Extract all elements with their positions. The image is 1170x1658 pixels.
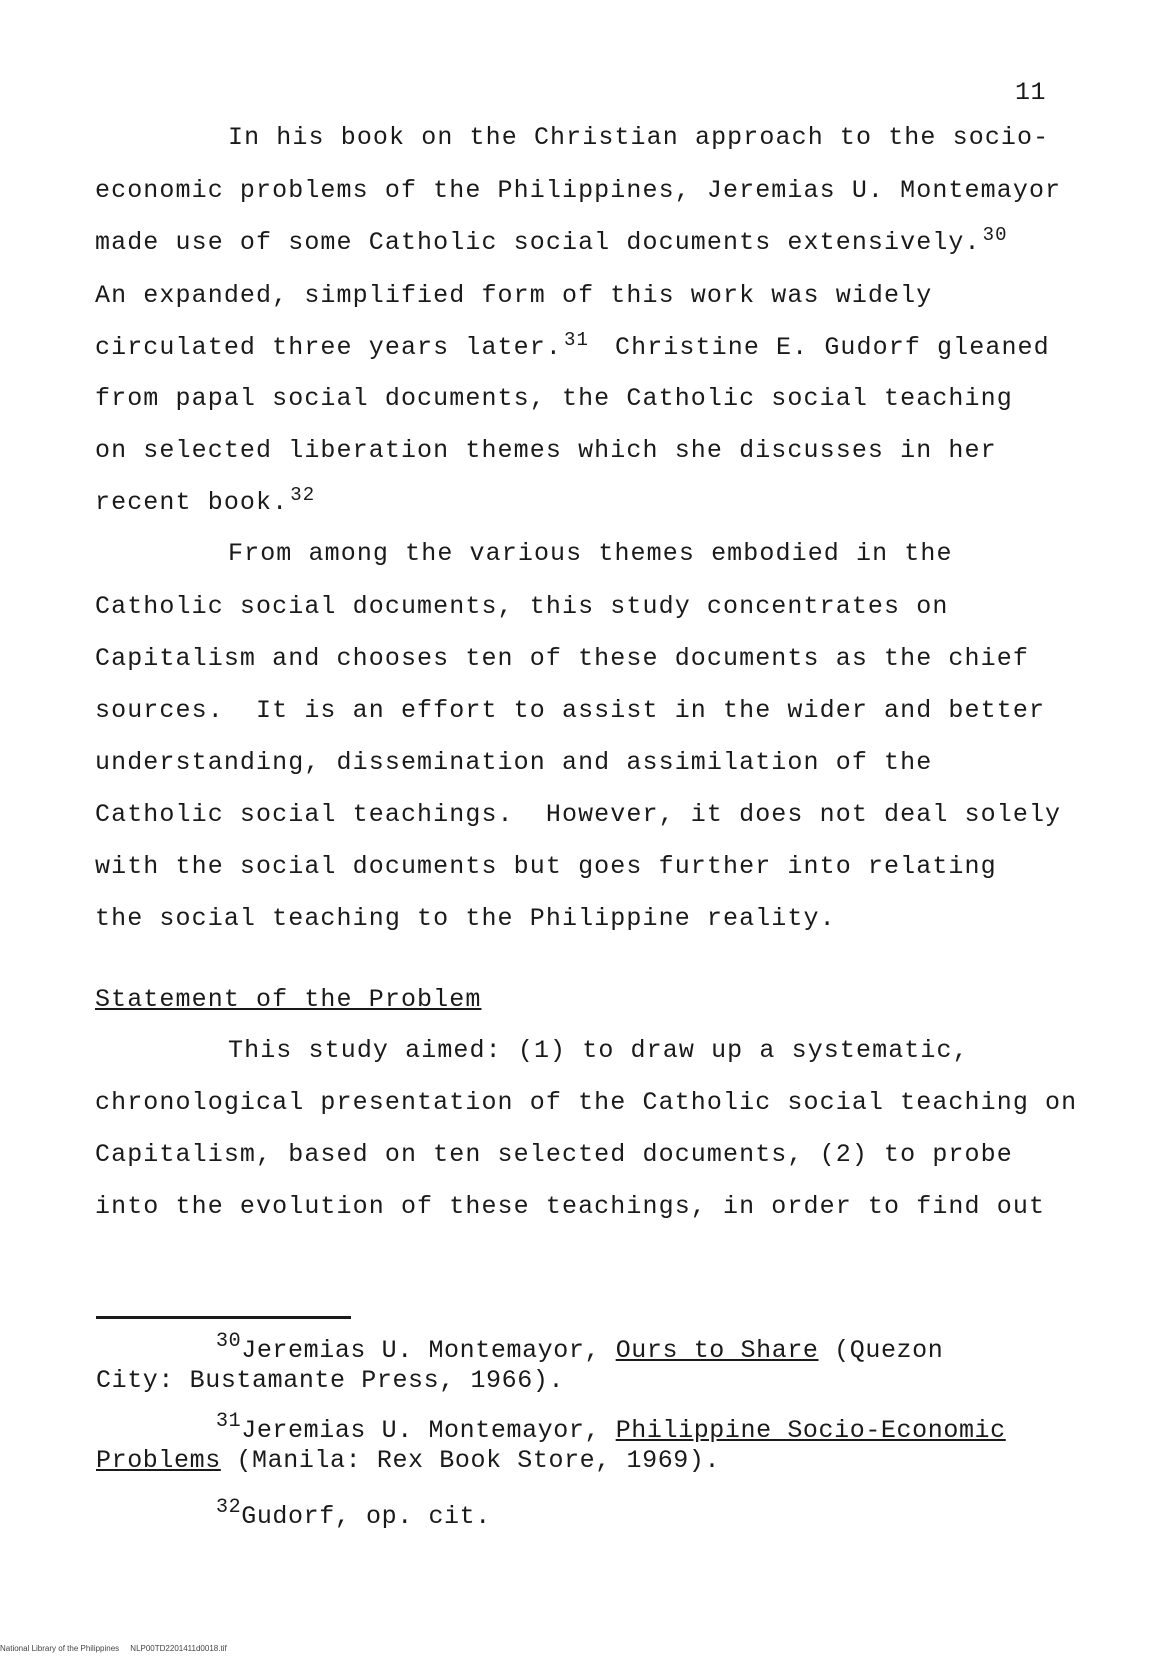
body-line: the social teaching to the Philippine reality. (95, 904, 836, 933)
body-line: with the social documents but goes further into relating (95, 852, 997, 881)
body-line: on selected liberation themes which she discusses in her (95, 436, 997, 465)
footnote-number: 31 (216, 1410, 242, 1433)
footnote-number: 30 (216, 1330, 242, 1353)
footnote-reference: 30 (982, 224, 1008, 246)
body-text: Christine E. Gudorf gleaned (615, 333, 1050, 362)
footnote-31-continued (96, 1446, 720, 1475)
footnote-publication: (Manila: Rex Book Store, 1969). (220, 1446, 721, 1475)
section-heading: Statement of the Problem (95, 985, 482, 1014)
footnote-reference: 32 (290, 484, 316, 506)
body-line: Catholic social teachings. However, it does not deal solely (95, 800, 1062, 829)
footnote-title: Problems (96, 1446, 221, 1475)
archive-stamp: National Library of the Philippines NLP00TD2201411d0018.tif (0, 1644, 227, 1653)
page-number: 11 (1015, 78, 1047, 107)
footnote-reference: 31 (563, 329, 589, 351)
footnote-32 (216, 1496, 491, 1531)
body-line (95, 484, 316, 517)
body-text: recent book. (95, 488, 289, 517)
footnote-author: Jeremias U. Montemayor, (241, 1336, 616, 1365)
body-line: This study aimed: (1) to draw up a systematic, (228, 1036, 969, 1065)
body-line: understanding, dissemination and assimilation of the (95, 748, 933, 777)
footnote-31 (216, 1410, 1006, 1445)
footnote-30-continued: City: Bustamante Press, 1966). (96, 1366, 565, 1395)
body-line: Capitalism, based on ten selected documents, (2) to probe (95, 1140, 1013, 1169)
footnote-publication: (Quezon (818, 1336, 944, 1365)
body-line: In his book on the Christian approach to the socio- (228, 123, 1050, 152)
body-line: chronological presentation of the Catholic social teaching on (95, 1088, 1078, 1117)
body-line: into the evolution of these teachings, in order to find out (95, 1192, 1046, 1221)
body-line: Capitalism and chooses ten of these documents as the chief (95, 644, 1029, 673)
body-line: From among the various themes embodied in the (228, 539, 953, 568)
footnote-title: Ours to Share (615, 1336, 819, 1365)
footnote-text: Gudorf, op. cit. (241, 1502, 491, 1531)
body-line (95, 329, 1050, 362)
footnote-number: 32 (216, 1496, 242, 1519)
body-line (95, 224, 1008, 257)
body-text: circulated three years later. (95, 333, 562, 362)
footnote-title: Philippine Socio-Economic (615, 1416, 1006, 1445)
footnote-author: Jeremias U. Montemayor, (241, 1416, 616, 1445)
body-line: Catholic social documents, this study concentrates on (95, 592, 949, 621)
footnote-30 (216, 1330, 944, 1365)
footnote-separator (96, 1316, 351, 1319)
body-line: economic problems of the Philippines, Jeremias U. Montemayor (95, 176, 1062, 205)
body-line: from papal social documents, the Catholic social teaching (95, 384, 1013, 413)
body-text: made use of some Catholic social documents extensively. (95, 228, 981, 257)
body-line: sources. It is an effort to assist in the wider and better (95, 696, 1046, 725)
body-line: An expanded, simplified form of this work was widely (95, 281, 933, 310)
